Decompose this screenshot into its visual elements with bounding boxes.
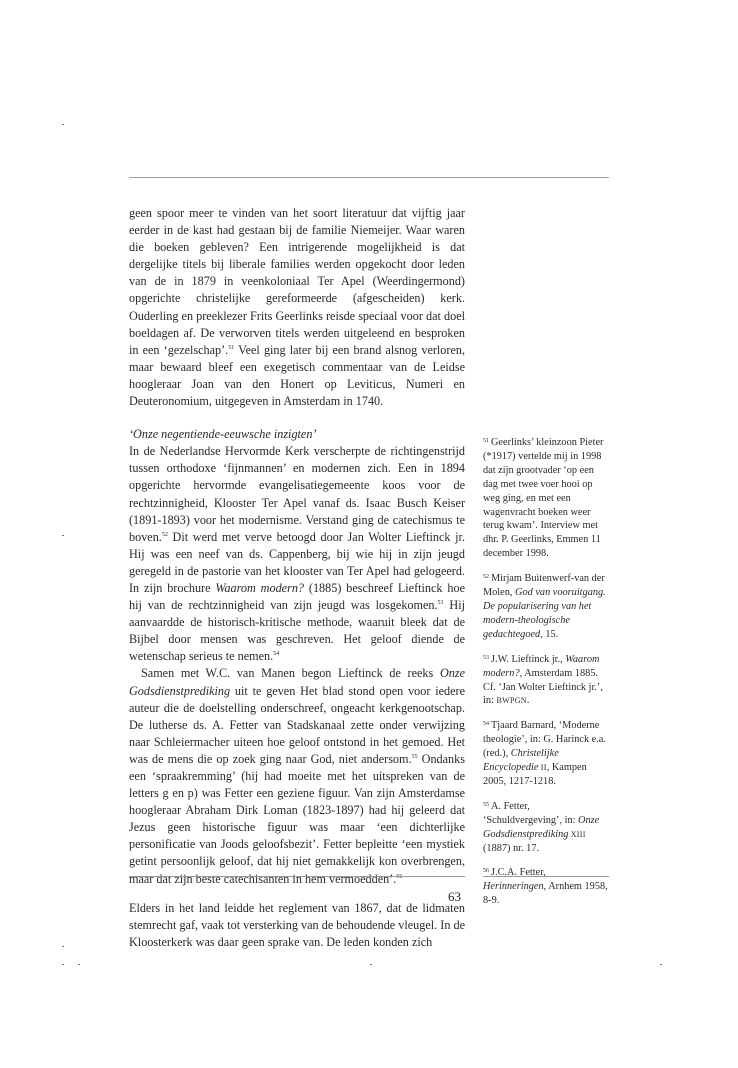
paragraph-1: geen spoor meer te vinden van het soort literatuur dat vijftig jaar eerder in de kast had gestaan bij de familie Niemeijer. Waar waren die boeken gebleven? Een intrigerende mogelijkheid is dat dergelijke titels bij liberale families werden opgekocht door leden van de in 1879 in veenkoloniaal Ter Apel (Weerdingermond) opgerichte christelijke gereformeerde (afgescheiden) kerk. Ouderling en preeklezer Frits Geerlinks reisde speciaal voor dat doel boeldagen af. De verworven titels werden uitgeleend en besproken in een ‘gezelschap’.$^{51}$ Veel ging later bij een brand alsnog verloren, maar bewaard bleef een exegetisch commentaar van de Leidse hoogleraar Joan van den Honert op Leviticus, Numeri en Deuteronomium, uitgegeven in Amsterdam in 1740. xyxy=(129,206,466,409)
footnote-53: $^{53}$ J.W. Lieftinck jr., Waarom modern?, Amsterdam 1885. Cf. ‘Jan Wolter Lieftinck jr.’, in: BWPGN. xyxy=(483,653,603,707)
footnote-ref-52: 52 xyxy=(161,531,168,538)
footnote-ref-54: 54 xyxy=(273,651,280,658)
section-heading: ‘Onze negentiende-eeuwsche inzigten’ xyxy=(129,427,317,442)
footnote-ref-55: 55 xyxy=(411,753,418,760)
crop-mark xyxy=(62,964,64,965)
main-text xyxy=(129,205,465,951)
brochure-title: Waarom modern? xyxy=(215,580,305,595)
notes-footer-rule xyxy=(483,876,609,877)
main-footer-rule xyxy=(129,876,465,877)
footnotes xyxy=(483,436,609,919)
footnote-ref-56: 56 xyxy=(396,873,403,880)
footnote-51: $^{51}$ Geerlinks’ kleinzoon Pieter (*1917) vertelde mij in 1998 dat zijn grootvader ‘op een dag met twee voer hooi op weg ging, en met een wagenvracht boeken weer terug kwam’. Interview met dhr. P. Geerlinks, Emmen 11 december 1998. xyxy=(483,437,604,560)
paragraph-4: Elders in het land leidde het reglement van 1867, dat de lidmaten stemrecht gaf, vaak tot versterking van de behoudende vleugel. In de Kloosterkerk was daar geen sprake van. De leden konden zich xyxy=(129,900,465,949)
footnote-54: $^{54}$ Tjaard Barnard, ‘Moderne theologie’, in: G. Harinck e.a. (red.), Christelijke Encyclopedie II, Kampen 2005, 1217-1218. xyxy=(483,720,606,787)
paragraph-2: In de Nederlandse Hervormde Kerk verscherpte de richtingenstrijd tussen orthodoxe ‘fijnmannen’ en modernen zich. Een in 1894 opgerichte hervormde evangelisatiegemeente koos voor de rechtzinnigheid, Klooster Ter Apel vanaf ds. Isaac Busch Keiser (1891-1893) voor het modernisme. Verstand ging de catechismus te boven.$^{52}$ Dit werd met verve betoogd door Jan Wolter Lieftinck jr. Hij was een neef van ds. Cappenberg, bij wie hij in zijn jeugd geregeld in de pastorie van het klooster van Ter Apel had gelogeerd. In zijn brochure Waarom modern? (1885) beschreef Lieftinck hoe hij van de rechtzinnigheid van zijn jeugd was losgekomen.$^{53}$ Hij aanvaardde de historisch-kritische methode, waaruit bleek dat de Bijbel door mensen was geschreven. Het geloof diende de wetenschap serieus te nemen.$^{54}$ xyxy=(129,444,465,664)
footnote-ref-53: 53 xyxy=(437,600,444,607)
crop-mark xyxy=(62,535,64,536)
page-number: 63 xyxy=(448,889,461,904)
footnote-56: $^{56}$ J.C.A. Fetter, Herinneringen, Arnhem 1958, 8-9. xyxy=(483,867,608,907)
crop-mark xyxy=(370,964,372,965)
crop-mark xyxy=(62,124,64,125)
footnote-ref-51: 51 xyxy=(228,344,235,351)
paragraph-3: Samen met W.C. van Manen begon Lieftinck de reeks Onze Godsdienstprediking uit te geven Het blad stond open voor iedere auteur die de doelstelling onderschreef, ongeacht kerkgenootschap. De lutherse ds. A. Fetter van Stadskanaal zette onder verwijzing naar Schleiermacher uiteen hoe geloof ontstond in het gemoed. Het was de mens die op zoek ging naar God, niet andersom.$^{55}$ Ondanks een ‘spraakremming’ (hij had moeite met het uitspreken van de letters g en p) was Fetter een geziene figuur. Van zijn Amsterdamse hoogleraar Abraham Dirk Loman (1823-1897) had hij geleerd dat Jezus geen historische figuur was maar ‘een dichterlijke personificatie van Joods geloofsbezit’. Fetter bepleitte ‘een mystiek getint persoonlijk geloof, dat hij niet gemakkelijk kon overbrengen, maar dat zijn beste catechisanten in hem vermoedden’.$^{56}$ xyxy=(129,666,465,886)
header-rule xyxy=(129,177,609,178)
crop-mark xyxy=(78,964,80,965)
footnote-52: $^{52}$ Mirjam Buitenwerf-van der Molen, God van vooruitgang. De popularisering van het modern-theologische gedachtegoed, 15. xyxy=(483,573,606,640)
crop-mark xyxy=(660,964,662,965)
series-title: Onze Godsdienstprediking xyxy=(129,666,465,698)
footnote-55: $^{55}$ A. Fetter, ‘Schuldvergeving’, in: Onze Godsdienstprediking XIII (1887) nr. 17. xyxy=(483,800,600,854)
crop-mark xyxy=(62,946,64,947)
